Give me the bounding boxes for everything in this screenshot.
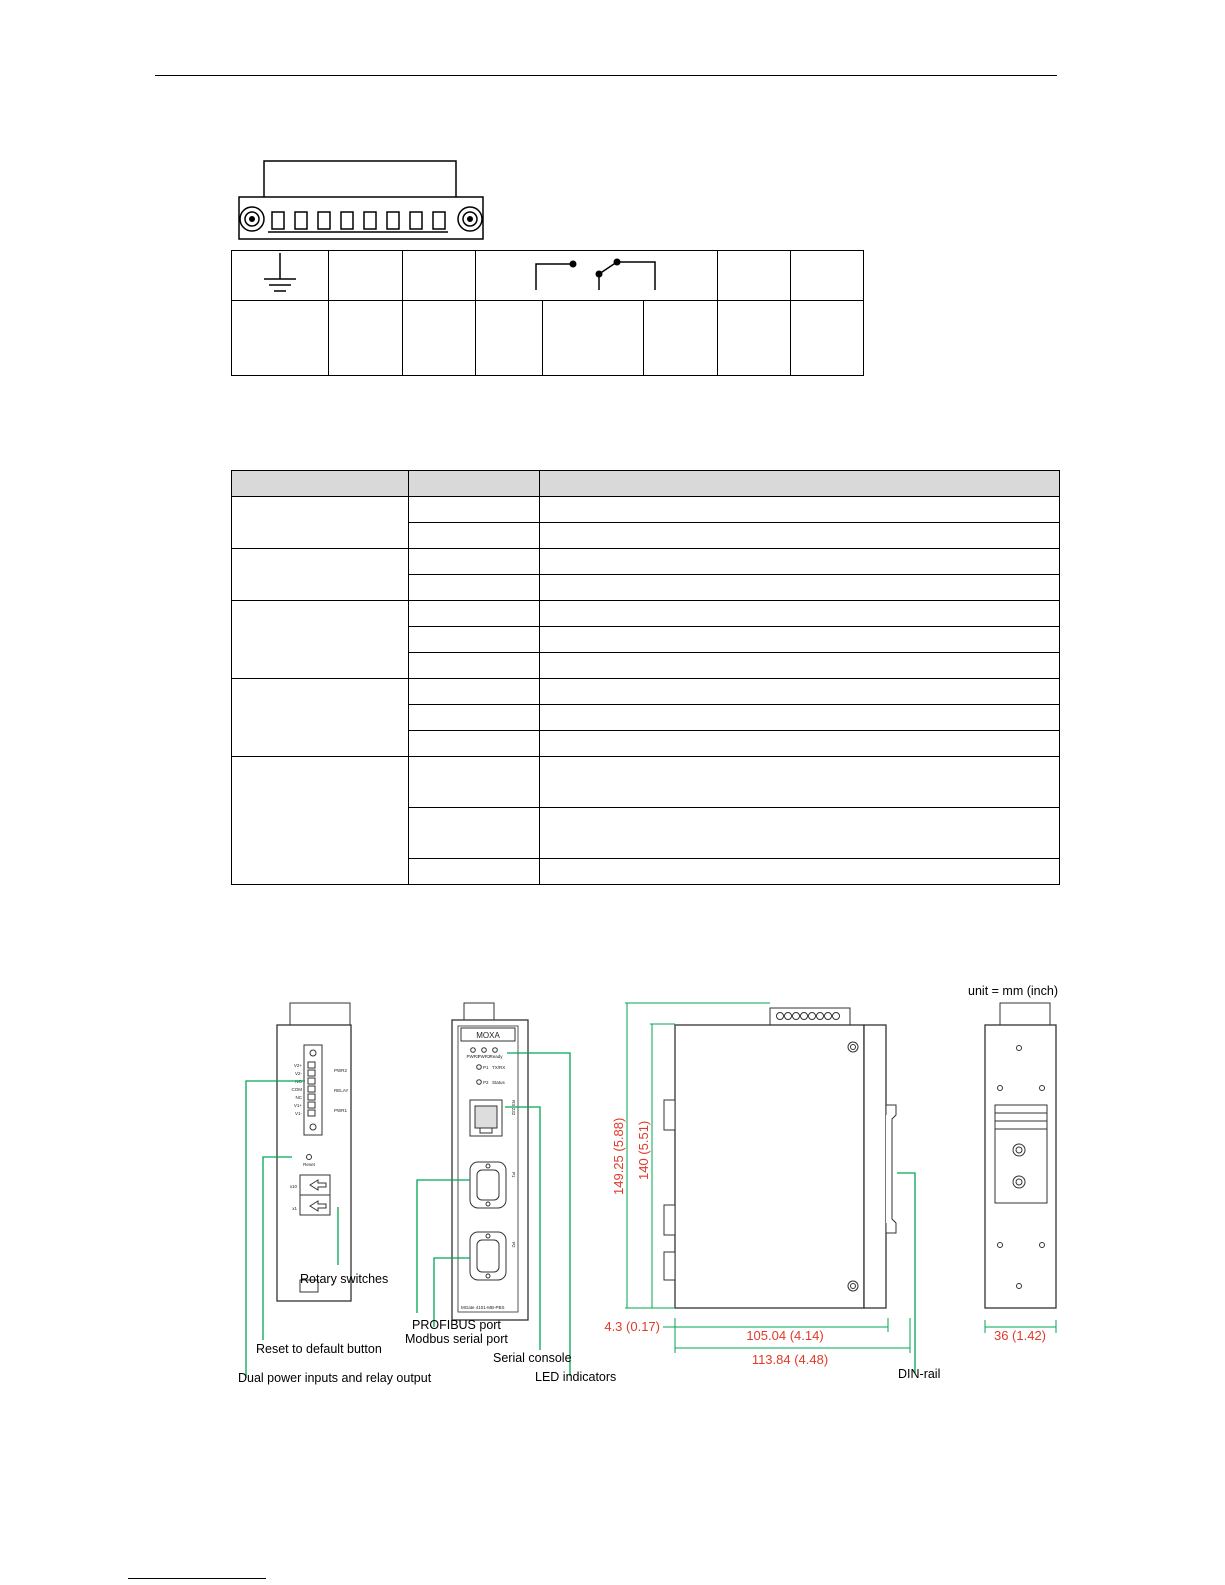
group-label: PWR1 [334, 1108, 348, 1113]
led-label: PWR1 [466, 1054, 480, 1059]
led-indicator-table [231, 470, 1060, 885]
relay-symbol-cell [475, 251, 717, 301]
pin-label-cell [644, 301, 717, 376]
callout-dual-power: Dual power inputs and relay output [238, 1371, 432, 1385]
terminal-label: V2+ [293, 1063, 302, 1068]
pin-symbol-cell [329, 251, 402, 301]
front-view-ports [452, 1003, 528, 1320]
table-cell [409, 731, 540, 757]
callout-serial-console: Serial console [493, 1351, 572, 1365]
reset-label: Reset [303, 1162, 315, 1167]
table-cell [409, 523, 540, 549]
led-label: P1 [483, 1065, 489, 1070]
table-cell [409, 705, 540, 731]
relay-switch-icon [531, 254, 661, 294]
table-cell [540, 549, 1060, 575]
ground-icon [260, 251, 300, 297]
group-label: RELAY [334, 1088, 349, 1093]
table-row [232, 679, 1060, 705]
terminal-block-illustration [238, 160, 484, 242]
table-cell [540, 808, 1060, 859]
port-label: P1 [511, 1172, 516, 1178]
brand-logo: MOXA [476, 1031, 500, 1040]
dimension-total-height: 149.25 (5.88) [611, 1117, 626, 1195]
table-cell [540, 497, 1060, 523]
table-cell [540, 653, 1060, 679]
table-cell [409, 549, 540, 575]
callout-led-indicators: LED indicators [535, 1370, 617, 1384]
front-view-power [277, 1003, 351, 1301]
dimension-total-depth: 113.84 (4.48) [751, 1352, 829, 1367]
terminal-label: NC [295, 1095, 302, 1100]
led-label: Ready [489, 1054, 503, 1059]
terminal-label: V1- [294, 1111, 302, 1116]
pin-label-cell [475, 301, 542, 376]
table-cell [409, 808, 540, 859]
table-cell [409, 859, 540, 885]
port-label: P2 [511, 1242, 516, 1248]
table-cell [232, 679, 409, 757]
table-cell [232, 497, 409, 549]
table-cell [409, 627, 540, 653]
table-cell [540, 601, 1060, 627]
terminal-label: V2- [294, 1071, 302, 1076]
led-label: PWR2 [477, 1054, 491, 1059]
table-cell [540, 575, 1060, 601]
pin-label-cell [329, 301, 402, 376]
pin-symbol-cell [717, 251, 790, 301]
led-label: Status [492, 1080, 505, 1085]
footer-rule [128, 1578, 266, 1579]
callout-modbus-port: Modbus serial port [405, 1332, 508, 1346]
table-row [232, 601, 1060, 627]
column-header [232, 471, 409, 497]
table-cell [232, 601, 409, 679]
table-cell [409, 575, 540, 601]
pin-symbol-cell [402, 251, 475, 301]
table-cell [409, 653, 540, 679]
table-row [232, 757, 1060, 808]
rotary-label: x10 [289, 1184, 297, 1189]
column-header [409, 471, 540, 497]
table-cell [540, 731, 1060, 757]
terminal-label: V1+ [293, 1103, 302, 1108]
header-rule [155, 75, 1057, 76]
port-label: RS-232 [511, 1100, 516, 1116]
pin-label-cell [717, 301, 790, 376]
table-cell [409, 601, 540, 627]
led-label: P2 [483, 1080, 489, 1085]
dimension-body-height: 140 (5.51) [636, 1120, 651, 1180]
device-dimension-diagram [230, 970, 1070, 1390]
ground-symbol-cell [232, 251, 329, 301]
table-cell [409, 497, 540, 523]
pin-assignment-table [231, 250, 864, 376]
dimension-body-depth: 105.04 (4.14) [746, 1328, 824, 1343]
table-row [232, 549, 1060, 575]
callout-din-rail: DIN-rail [898, 1367, 941, 1381]
pin-label-cell [542, 301, 643, 376]
column-header [540, 471, 1060, 497]
model-label: MGate 4101-MB-PBS [461, 1305, 505, 1310]
table-cell [540, 523, 1060, 549]
table-cell [232, 757, 409, 885]
pin-label-cell [232, 301, 329, 376]
unit-note: unit = mm (inch) [968, 984, 1058, 998]
terminal-label: COM [291, 1087, 302, 1092]
table-cell [232, 549, 409, 601]
callout-profibus-port: PROFIBUS port [412, 1318, 501, 1332]
rotary-label: x1 [292, 1206, 297, 1211]
pin-label-cell [790, 301, 863, 376]
table-cell [409, 757, 540, 808]
table-header-row [232, 471, 1060, 497]
rear-view [985, 1003, 1056, 1308]
callout-rotary-switches: Rotary switches [300, 1272, 389, 1286]
table-cell [540, 757, 1060, 808]
table-row [232, 497, 1060, 523]
group-label: PWR2 [334, 1068, 348, 1073]
side-view [664, 1008, 896, 1308]
pin-label-cell [402, 301, 475, 376]
led-label: TX/RX [492, 1065, 506, 1070]
callout-reset-button: Reset to default button [256, 1342, 382, 1356]
dimension-width: 36 (1.42) [993, 1328, 1047, 1343]
terminal-label: NO [295, 1079, 302, 1084]
table-cell [409, 679, 540, 705]
table-cell [540, 705, 1060, 731]
table-cell [540, 627, 1060, 653]
table-cell [540, 679, 1060, 705]
dimension-offset: 4.3 (0.17) [604, 1319, 660, 1334]
table-cell [540, 859, 1060, 885]
pin-symbol-cell [790, 251, 863, 301]
